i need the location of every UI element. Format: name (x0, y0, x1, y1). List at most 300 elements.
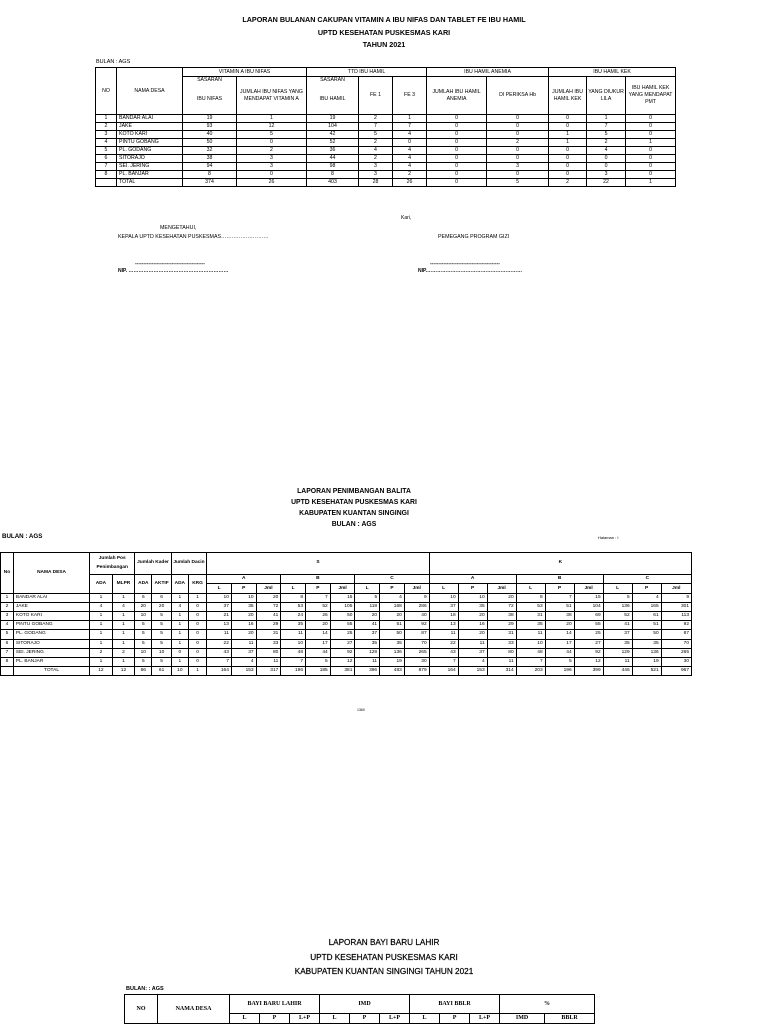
table-cell: 4 (458, 657, 487, 666)
table-cell: 35 (458, 603, 487, 612)
table-cell: 41 (256, 612, 281, 621)
table-cell: 27 (574, 639, 603, 648)
table-cell: 5 (355, 594, 380, 603)
report1-nip-right: NIP.………………………………………………… (418, 268, 523, 274)
table-cell: 2 (587, 139, 626, 147)
table-cell: 13 (429, 621, 458, 630)
table-cell: 1 (112, 594, 135, 603)
table-cell: 1 (90, 621, 113, 630)
col-kader-ada: ADA (135, 575, 152, 594)
report1-table (95, 67, 676, 187)
table-cell: 0 (427, 171, 487, 179)
table-cell: 36 (307, 147, 359, 155)
table-cell: 196 (545, 666, 574, 675)
table-cell: 1 (112, 612, 135, 621)
table-cell: 20 (487, 594, 516, 603)
table-cell: 105 (330, 603, 355, 612)
col-fe3: FE 3 (393, 77, 427, 115)
table-cell: 12 (574, 657, 603, 666)
report1-kepala: KEPALA UPTD KESEHATAN PUSKESMAS……………………… (118, 234, 269, 240)
table-cell: 69 (574, 612, 603, 621)
group-k-a: A (429, 575, 516, 584)
table-cell: 40 (183, 131, 237, 139)
table-cell: 4 (231, 657, 256, 666)
table-cell: 31 (516, 612, 545, 621)
report2-bulan-label: BULAN : AGS (2, 533, 43, 540)
table-cell: 374 (183, 179, 237, 187)
table-cell: JAKE (13, 603, 89, 612)
table-cell: 0 (626, 131, 676, 139)
table-cell: 136 (632, 648, 661, 657)
col-jumlah-ibu-nifas: JUMLAH IBU NIFAS YANG MENDAPAT VITAMIN A (237, 77, 307, 115)
table-cell: 10 (458, 594, 487, 603)
table-cell: 4 (96, 139, 117, 147)
table-cell: KOTO KARI (117, 131, 183, 139)
col-imd-l: L (320, 1014, 350, 1024)
table-cell: 0 (487, 131, 549, 139)
table-cell: 5 (545, 657, 574, 666)
table-cell: 22 (429, 639, 458, 648)
col-pos-ada: ADA (90, 575, 113, 594)
table-cell: 5 (152, 639, 171, 648)
col-sasaran-2: SASARAN (307, 77, 359, 85)
table-cell: 113 (661, 612, 691, 621)
col-persen-bblr: BBLR (545, 1014, 595, 1024)
table-cell: 967 (661, 666, 691, 675)
table-cell: 196 (281, 666, 306, 675)
col-ibu-nifas: IBU NIFAS (183, 85, 237, 115)
table-cell: 1 (90, 612, 113, 621)
table-cell: 1 (171, 612, 188, 621)
table-row (1, 621, 692, 630)
table-cell: 94 (183, 163, 237, 171)
table-cell: 0 (626, 171, 676, 179)
table-cell: 0 (427, 139, 487, 147)
table-cell (1, 666, 14, 675)
report2-footer: 1360 (357, 708, 365, 712)
col-persen-imd: IMD (500, 1014, 545, 1024)
table-cell: 2 (393, 171, 427, 179)
table-cell: 4 (380, 594, 405, 603)
table-cell: 446 (603, 666, 632, 675)
table-cell: 19 (632, 657, 661, 666)
col-jml: Jml (574, 584, 603, 594)
table-cell: 104 (307, 123, 359, 131)
group-persen: % (500, 995, 595, 1014)
col-l: L (281, 584, 306, 594)
table-cell: 0 (427, 131, 487, 139)
table-row (96, 139, 676, 147)
table-row (1, 612, 692, 621)
table-cell: 32 (183, 147, 237, 155)
col-bbl-l: L (230, 1014, 260, 1024)
table-cell: 7 (359, 123, 393, 131)
table-cell: 25 (574, 630, 603, 639)
table-cell: 7 (429, 657, 458, 666)
table-cell: 5 (152, 621, 171, 630)
table-cell: 11 (207, 630, 232, 639)
table-cell: 92 (330, 648, 355, 657)
table-cell: 1 (90, 630, 113, 639)
table-cell: 70 (404, 639, 429, 648)
table-cell: 0 (626, 123, 676, 131)
table-cell: 0 (427, 155, 487, 163)
table-cell: 44 (307, 155, 359, 163)
report2-title-line-2: UPTD KESEHATAN PUSKESMAS KARI (291, 497, 417, 506)
report3-table (124, 994, 595, 1024)
table-cell: 92 (574, 648, 603, 657)
table-cell: 0 (188, 621, 206, 630)
table-cell: 1 (237, 115, 307, 123)
table-cell: 0 (487, 155, 549, 163)
col-p: P (545, 584, 574, 594)
table-cell: 4 (587, 147, 626, 155)
table-cell: 4 (171, 603, 188, 612)
col-mendapat-pmt: IBU HAMIL KEK YANG MENDAPAT PMT (626, 77, 676, 115)
table-cell: 129 (355, 648, 380, 657)
report2-title-line-4: BULAN : AGS (331, 519, 377, 528)
table-cell: 50 (380, 630, 405, 639)
group-k-b: B (516, 575, 603, 584)
table-cell: 12 (112, 666, 135, 675)
table-cell: 5 (306, 657, 331, 666)
table-cell: 50 (632, 630, 661, 639)
table-cell: PL. BANJAR (13, 657, 89, 666)
group-ttd-ibu-hamil: TTD IBU HAMIL (307, 68, 427, 77)
table-row (1, 594, 692, 603)
table-cell: 301 (661, 603, 691, 612)
col-no: NO (125, 995, 158, 1024)
table-cell: 4 (112, 603, 135, 612)
table-cell: SEI. JERING (13, 648, 89, 657)
table-cell: 87 (404, 630, 429, 639)
table-cell: 5 (487, 179, 549, 187)
table-cell: 5 (96, 147, 117, 155)
table-cell: 8 (96, 171, 117, 179)
table-cell: 37 (603, 630, 632, 639)
col-bbl-lp: L+P (290, 1014, 320, 1024)
table-cell: 53 (281, 603, 306, 612)
table-cell: 29 (256, 621, 281, 630)
table-cell: 13 (207, 621, 232, 630)
col-l: L (603, 584, 632, 594)
table-cell: 403 (307, 179, 359, 187)
table-cell: 52 (307, 139, 359, 147)
table-cell: 1 (112, 639, 135, 648)
table-cell: TOTAL (117, 179, 183, 187)
table-cell: 0 (427, 163, 487, 171)
table-cell: 2 (549, 179, 587, 187)
table-cell: 1 (626, 139, 676, 147)
group-imd: IMD (320, 995, 410, 1014)
table-cell: 10 (231, 594, 256, 603)
table-cell: 8 (516, 594, 545, 603)
report2-halaman: Halaman : I (598, 535, 619, 540)
table-cell: 61 (632, 612, 661, 621)
table-cell: 38 (545, 612, 574, 621)
table-cell: 2 (96, 123, 117, 131)
col-ibu-hamil: IBU HAMIL (307, 85, 359, 115)
table-row (96, 171, 676, 179)
table-cell: 11 (487, 657, 516, 666)
table-cell: 80 (487, 648, 516, 657)
report1-title-line-2: UPTD KESEHATAN PUSKESMAS KARI (317, 27, 451, 37)
table-cell: 70 (661, 639, 691, 648)
table-cell: 1 (90, 594, 113, 603)
table-cell: 1 (188, 666, 206, 675)
table-cell: 30 (661, 657, 691, 666)
table-cell: 16 (458, 621, 487, 630)
group-s-c: C (355, 575, 429, 584)
group-vitamin-a: VITAMIN A IBU NIFAS (183, 68, 307, 77)
table-row (96, 115, 676, 123)
table-cell: 35 (281, 621, 306, 630)
group-bayi-bblr: BAYI BBLR (410, 995, 500, 1014)
table-cell: 11 (256, 657, 281, 666)
table-cell: 20 (135, 603, 152, 612)
table-cell: 5 (135, 621, 152, 630)
table-cell: PL. BANJAR (117, 171, 183, 179)
table-cell: 5 (135, 657, 152, 666)
table-cell: 164 (429, 666, 458, 675)
table-cell: 0 (549, 155, 587, 163)
table-cell: 7 (587, 123, 626, 131)
table-cell: 0 (237, 139, 307, 147)
table-cell: 33 (487, 639, 516, 648)
table-cell: 0 (587, 155, 626, 163)
table-cell: 53 (516, 603, 545, 612)
table-cell: PINTU GOBANG (13, 621, 89, 630)
table-cell: 93 (183, 123, 237, 131)
table-cell: 185 (306, 666, 331, 675)
report3-title-line-3: KABUPATEN KUANTAN SINGINGI TAHUN 2021 (294, 967, 474, 976)
table-cell: 0 (188, 612, 206, 621)
table-cell: 4 (393, 155, 427, 163)
table-cell: 20 (458, 630, 487, 639)
table-cell: 168 (380, 603, 405, 612)
table-cell: 6 (96, 155, 117, 163)
table-cell: 1 (171, 630, 188, 639)
table-cell: 2 (359, 115, 393, 123)
table-cell: 37 (458, 648, 487, 657)
table-cell: 31 (256, 630, 281, 639)
table-cell: 14 (306, 630, 331, 639)
table-cell: 35 (516, 621, 545, 630)
col-jumlah-kek: JUMLAH IBU HAMIL KEK (549, 77, 587, 115)
group-jumlah-pos: Jumlah Pos Penimbangan (90, 553, 135, 575)
table-cell: 48 (281, 648, 306, 657)
table-cell: 2 (359, 155, 393, 163)
report3-title-line-2: UPTD KESEHATAN PUSKESMAS KARI (310, 952, 458, 962)
table-cell: 11 (355, 657, 380, 666)
col-jml: Jml (256, 584, 281, 594)
table-cell: 1 (626, 179, 676, 187)
table-cell: 11 (603, 657, 632, 666)
table-cell: 5 (135, 639, 152, 648)
table-cell: 18 (429, 612, 458, 621)
table-cell: 0 (549, 147, 587, 155)
table-cell: 8 (307, 171, 359, 179)
table-cell: 6 (152, 594, 171, 603)
table-cell: 4 (1, 621, 14, 630)
table-cell: 1 (112, 621, 135, 630)
table-cell: 19 (307, 115, 359, 123)
table-cell: 4 (90, 603, 113, 612)
col-bblr-p: P (440, 1014, 470, 1024)
table-cell: 1 (90, 639, 113, 648)
table-cell: 20 (231, 612, 256, 621)
table-cell: 2 (90, 648, 113, 657)
col-no: NO (96, 68, 117, 115)
table-cell: 11 (281, 630, 306, 639)
table-cell: 43 (429, 648, 458, 657)
table-cell: 265 (661, 648, 691, 657)
table-cell: 1 (171, 621, 188, 630)
table-cell: 35 (380, 639, 405, 648)
table-cell: 7 (545, 594, 574, 603)
report2-table (0, 552, 692, 676)
report1-sign-line-left: ------------------------------------------ (135, 261, 205, 267)
table-cell: 15 (574, 594, 603, 603)
col-jumlah-anemia: JUMLAH IBU HAMIL ANEMIA (427, 77, 487, 115)
col-diukur-lila: YANG DIUKUR LILA (587, 77, 626, 115)
col-dacin-ada: ADA (171, 575, 188, 594)
table-cell: 11 (231, 639, 256, 648)
table-cell: TOTAL (13, 666, 89, 675)
col-fe1: FE 1 (359, 77, 393, 115)
table-cell: 42 (307, 131, 359, 139)
table-cell: 317 (256, 666, 281, 675)
report1-title (0, 14, 768, 52)
table-cell: 136 (380, 648, 405, 657)
group-jumlah-kader: Jumlah Kader (135, 553, 172, 575)
table-cell: 3 (237, 163, 307, 171)
table-cell: JAKE (117, 123, 183, 131)
col-p: P (231, 584, 256, 594)
table-cell: 1 (549, 139, 587, 147)
table-cell: 0 (626, 115, 676, 123)
table-cell: 43 (207, 648, 232, 657)
table-cell: 11 (458, 639, 487, 648)
col-nama-desa: NAMA DESA (158, 995, 230, 1024)
table-cell: 2 (1, 603, 14, 612)
table-cell: 92 (404, 621, 429, 630)
report2-title-line-3: KABUPATEN KUANTAN SINGINGI (299, 508, 409, 517)
table-cell: PL. GODANG (117, 147, 183, 155)
table-cell: 35 (355, 639, 380, 648)
col-l: L (516, 584, 545, 594)
table-cell: 5 (135, 630, 152, 639)
table-cell: 20 (306, 621, 331, 630)
col-bblr-l: L (410, 1014, 440, 1024)
col-nama-desa: NAMA DESA (117, 68, 183, 115)
table-cell: 72 (256, 603, 281, 612)
table-cell: 4 (393, 147, 427, 155)
col-p: P (632, 584, 661, 594)
table-cell: 0 (171, 648, 188, 657)
table-cell: 87 (661, 630, 691, 639)
table-cell: 0 (587, 163, 626, 171)
table-cell: 0 (487, 123, 549, 131)
col-p: P (306, 584, 331, 594)
table-cell: 55 (574, 621, 603, 630)
col-p: P (458, 584, 487, 594)
table-cell: 0 (237, 171, 307, 179)
table-cell: 2 (487, 139, 549, 147)
table-cell: 0 (487, 171, 549, 179)
table-cell: 38 (487, 612, 516, 621)
col-jml: Jml (330, 584, 355, 594)
table-cell: 55 (330, 621, 355, 630)
table-cell: 5 (603, 594, 632, 603)
table-cell: 879 (404, 666, 429, 675)
table-cell: 0 (188, 648, 206, 657)
table-cell: 17 (306, 639, 331, 648)
table-cell: 0 (188, 603, 206, 612)
table-cell: 1 (90, 657, 113, 666)
report1-kari: Kari, (401, 215, 412, 221)
table-cell: 7 (306, 594, 331, 603)
table-cell: 20 (355, 612, 380, 621)
group-k: K (429, 553, 691, 575)
table-cell (96, 179, 117, 187)
table-cell: 41 (355, 621, 380, 630)
table-cell: 92 (661, 621, 691, 630)
table-cell: 10 (135, 612, 152, 621)
table-cell: 0 (188, 630, 206, 639)
table-cell: 2 (237, 147, 307, 155)
table-cell: 8 (183, 171, 237, 179)
table-cell: SITORAJO (117, 155, 183, 163)
table-cell: 164 (207, 666, 232, 675)
table-cell: 29 (487, 621, 516, 630)
table-cell: 0 (427, 147, 487, 155)
table-cell: 7 (1, 648, 14, 657)
table-cell: 26 (306, 612, 331, 621)
table-cell: 104 (574, 603, 603, 612)
table-cell: 5 (359, 131, 393, 139)
table-cell: 52 (603, 612, 632, 621)
table-cell: 5 (237, 131, 307, 139)
table-row (96, 123, 676, 131)
table-cell: 41 (603, 621, 632, 630)
table-cell: 1 (549, 131, 587, 139)
table-cell: 12 (90, 666, 113, 675)
group-ibu-hamil-kek: IBU HAMIL KEK (549, 68, 676, 77)
table-cell: 136 (603, 603, 632, 612)
table-row (96, 131, 676, 139)
report2-title-line-1: LAPORAN PENIMBANGAN BALITA (297, 486, 411, 495)
table-cell: 4 (632, 594, 661, 603)
table-cell: 7 (207, 657, 232, 666)
table-cell: 51 (380, 621, 405, 630)
table-cell: 14 (545, 630, 574, 639)
col-imd-lp: L+P (380, 1014, 410, 1024)
table-cell: 0 (549, 115, 587, 123)
table-cell: 24 (281, 612, 306, 621)
table-cell: 8 (1, 657, 14, 666)
table-cell: 15 (330, 594, 355, 603)
col-pos-mlpr: MLPR (112, 575, 135, 594)
table-cell: 2 (359, 139, 393, 147)
table-cell: BANDAR ALAI (13, 594, 89, 603)
table-cell: 165 (632, 603, 661, 612)
table-cell: 61 (152, 666, 171, 675)
table-cell: 8 (281, 594, 306, 603)
table-cell: 0 (626, 147, 676, 155)
table-cell: 1 (112, 630, 135, 639)
table-cell: 5 (152, 630, 171, 639)
